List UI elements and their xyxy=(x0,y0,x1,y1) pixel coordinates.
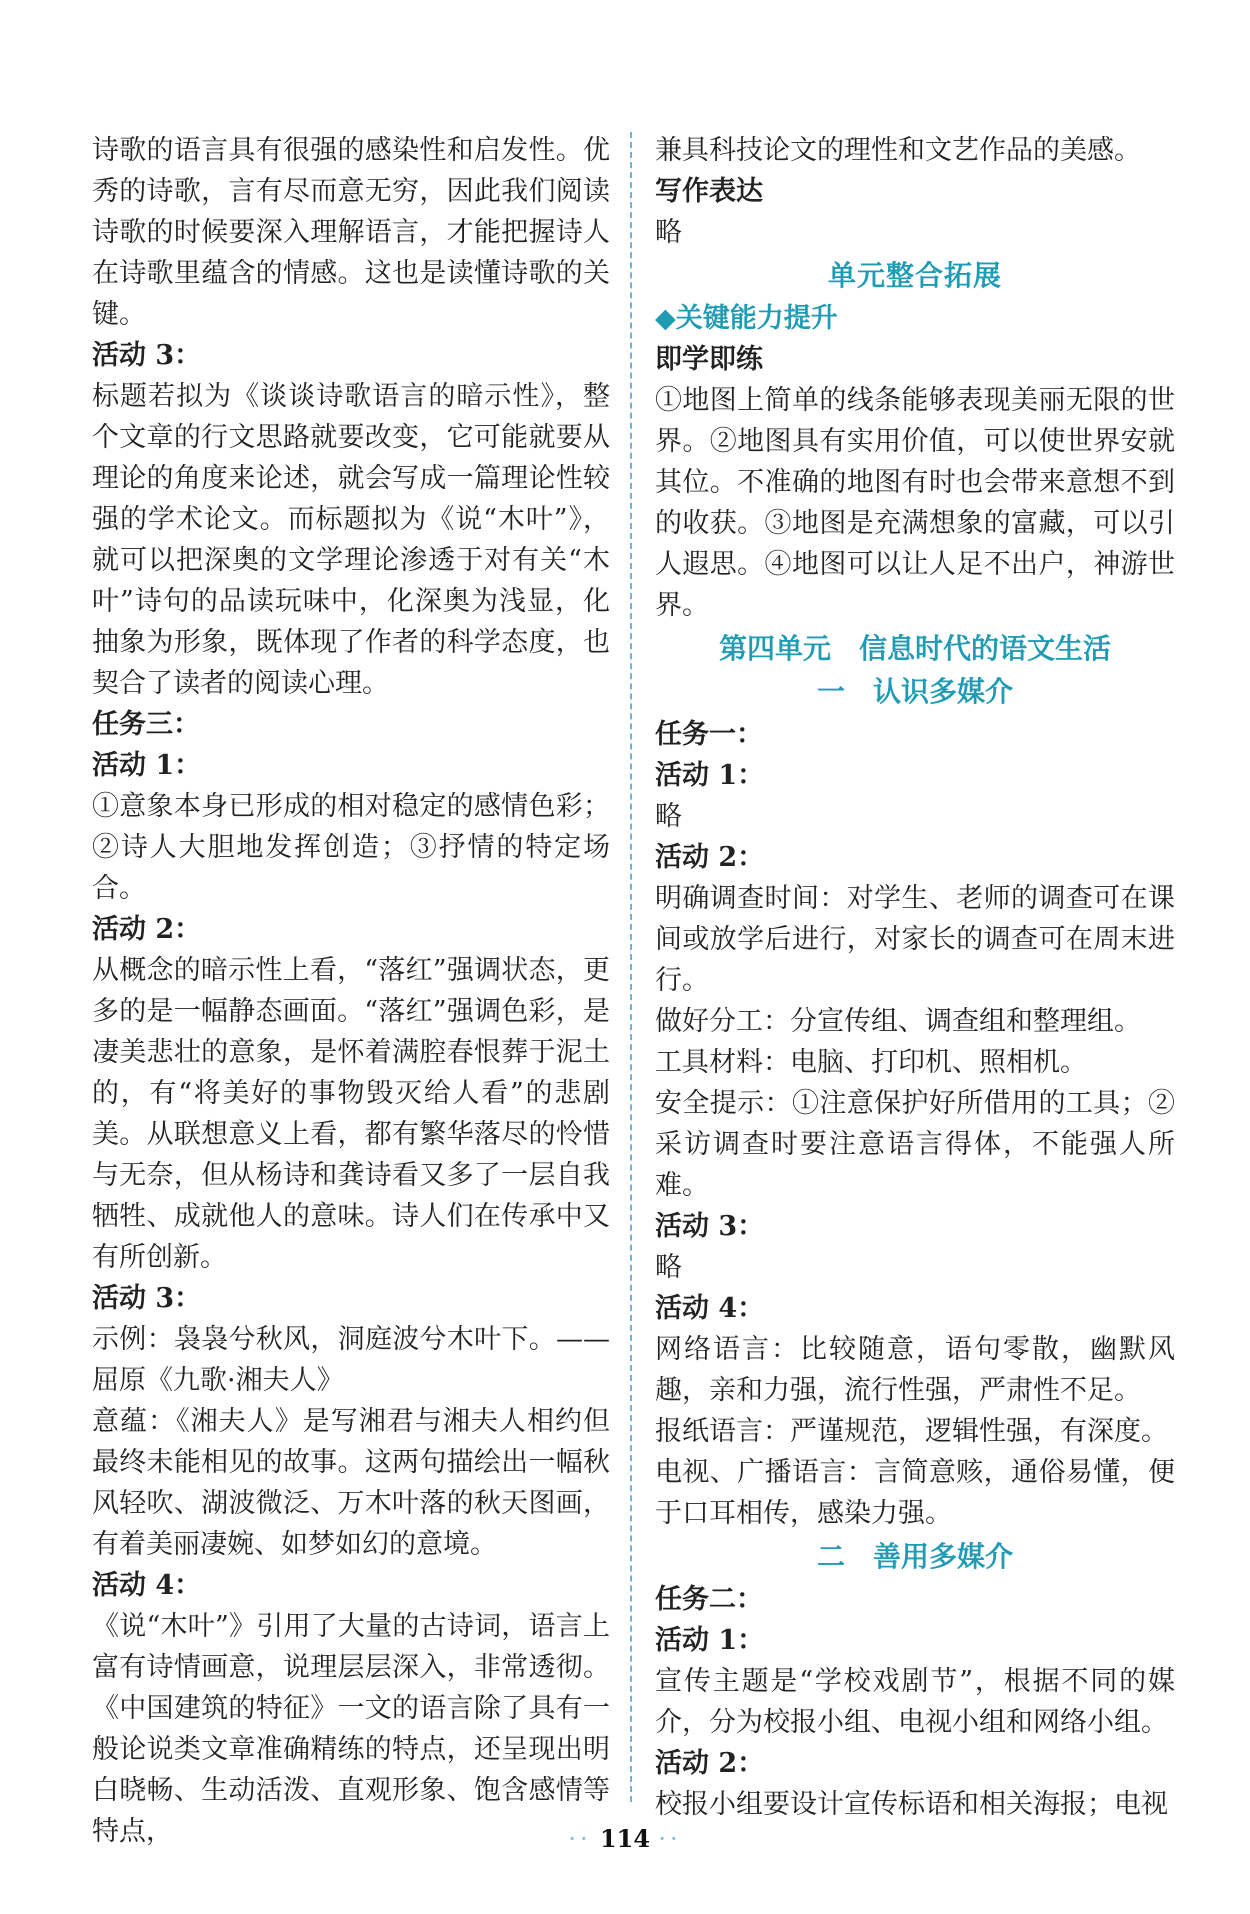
item-heading: 活动 1： xyxy=(655,760,765,791)
item-heading: 活动 4： xyxy=(655,1293,765,1324)
item-heading: 活动 3： xyxy=(92,340,202,371)
paragraph: 明确调查时间：对学生、老师的调查可在课间或放学后进行，对家长的调查可在周末进行。 xyxy=(655,883,1175,996)
paragraph: 从概念的暗示性上看，“落红”强调状态，更多的是一幅静态画面。“落红”强调色彩，是凄美悲壮的意象，是怀着满腔春恨葬于泥土的，有“将美好的事物毁灭给人看”的悲剧美。从联想意义上看，都有繁华落尽的怜惜与无奈，但从杨诗和龚诗看又多了一层自我牺牲、成就他人的意味。诗人们在传承中又有所创新。 xyxy=(92,955,610,1273)
section-title: 单元整合拓展 xyxy=(827,259,1002,292)
item-heading: 即学即练 xyxy=(655,344,763,375)
item-heading: 活动 2： xyxy=(655,842,765,873)
paragraph: 网络语言：比较随意，语句零散，幽默风趣，亲和力强，流行性强，严肃性不足。 xyxy=(655,1334,1175,1406)
paragraph: ①意象本身已形成的相对稳定的感情色彩；②诗人大胆地发挥创造；③抒情的特定场合。 xyxy=(92,791,610,904)
footer-dots-left: ·· xyxy=(568,1825,592,1853)
paragraph: 校报小组要设计宣传标语和相关海报；电视 xyxy=(655,1789,1168,1820)
paragraph: 略 xyxy=(655,217,682,248)
unit-title: 二 善用多媒介 xyxy=(816,1540,1013,1573)
item-heading: 活动 3： xyxy=(92,1283,202,1314)
paragraph: 示例：袅袅兮秋风，洞庭波兮木叶下。——屈原《九歌·湘夫人》 xyxy=(92,1324,610,1396)
item-heading: 活动 1： xyxy=(655,1625,765,1656)
unit-title: 第四单元 信息时代的语文生活 xyxy=(718,632,1111,665)
subsection-title: ◆关键能力提升 xyxy=(655,303,838,334)
page-footer xyxy=(0,1824,1250,1853)
page-number: 114 xyxy=(599,1824,651,1853)
paragraph: 兼具科技论文的理性和文艺作品的美感。 xyxy=(655,135,1141,166)
paragraph: 宣传主题是“学校戏剧节”，根据不同的媒介，分为校报小组、电视小组和网络小组。 xyxy=(655,1666,1175,1738)
paragraph: 工具材料：电脑、打印机、照相机。 xyxy=(655,1047,1087,1078)
paragraph: 电视、广播语言：言简意赅，通俗易懂，便于口耳相传，感染力强。 xyxy=(655,1457,1175,1529)
paragraph: 意蕴：《湘夫人》是写湘君与湘夫人相约但最终未能相见的故事。这两句描绘出一幅秋风轻吹、湖波微泛、万木叶落的秋天图画，有着美丽凄婉、如梦如幻的意境。 xyxy=(92,1406,610,1560)
item-heading: 写作表达 xyxy=(655,176,763,207)
item-heading: 任务三： xyxy=(92,709,200,740)
paragraph: 略 xyxy=(655,801,682,832)
paragraph: 略 xyxy=(655,1252,682,1283)
column-divider xyxy=(630,132,632,1802)
item-heading: 活动 3： xyxy=(655,1211,765,1242)
item-heading: 活动 1： xyxy=(92,750,202,781)
footer-dots-right: ·· xyxy=(658,1825,682,1853)
item-heading: 活动 2： xyxy=(92,914,202,945)
unit-title: 一 认识多媒介 xyxy=(816,675,1013,708)
paragraph: 诗歌的语言具有很强的感染性和启发性。优秀的诗歌，言有尽而意无穷，因此我们阅读诗歌的时候要深入理解语言，才能把握诗人在诗歌里蕴含的情感。这也是读懂诗歌的关键。 xyxy=(92,135,610,330)
left-column xyxy=(92,130,610,1852)
paragraph: ①地图上简单的线条能够表现美丽无限的世界。②地图具有实用价值，可以使世界安就其位。不准确的地图有时也会带来意想不到的收获。③地图是充满想象的富藏，可以引人遐思。④地图可以让人足不出户，神游世界。 xyxy=(655,385,1175,621)
item-heading: 活动 2： xyxy=(655,1748,765,1779)
paragraph: 安全提示：①注意保护好所借用的工具；②采访调查时要注意语言得体，不能强人所难。 xyxy=(655,1088,1175,1201)
item-heading: 任务一： xyxy=(655,719,763,750)
item-heading: 任务二： xyxy=(655,1584,763,1615)
right-column xyxy=(655,130,1175,1825)
paragraph: 标题若拟为《谈谈诗歌语言的暗示性》，整个文章的行文思路就要改变，它可能就要从理论的角度来论述，就会写成一篇理论性较强的学术论文。而标题拟为《说“木叶”》，就可以把深奥的文学理论渗透于对有关“木叶”诗句的品读玩味中，化深奥为浅显，化抽象为形象，既体现了作者的科学态度，也契合了读者的阅读心理。 xyxy=(92,381,610,699)
paragraph: 做好分工：分宣传组、调查组和整理组。 xyxy=(655,1006,1141,1037)
paragraph: 《说“木叶”》引用了大量的古诗词，语言上富有诗情画意，说理层层深入，非常透彻。《中国建筑的特征》一文的语言除了具有一般论说类文章准确精练的特点，还呈现出明白晓畅、生动活泼、直观形象、饱含感情等特点， xyxy=(92,1611,610,1847)
paragraph: 报纸语言：严谨规范，逻辑性强，有深度。 xyxy=(655,1416,1168,1447)
item-heading: 活动 4： xyxy=(92,1570,202,1601)
